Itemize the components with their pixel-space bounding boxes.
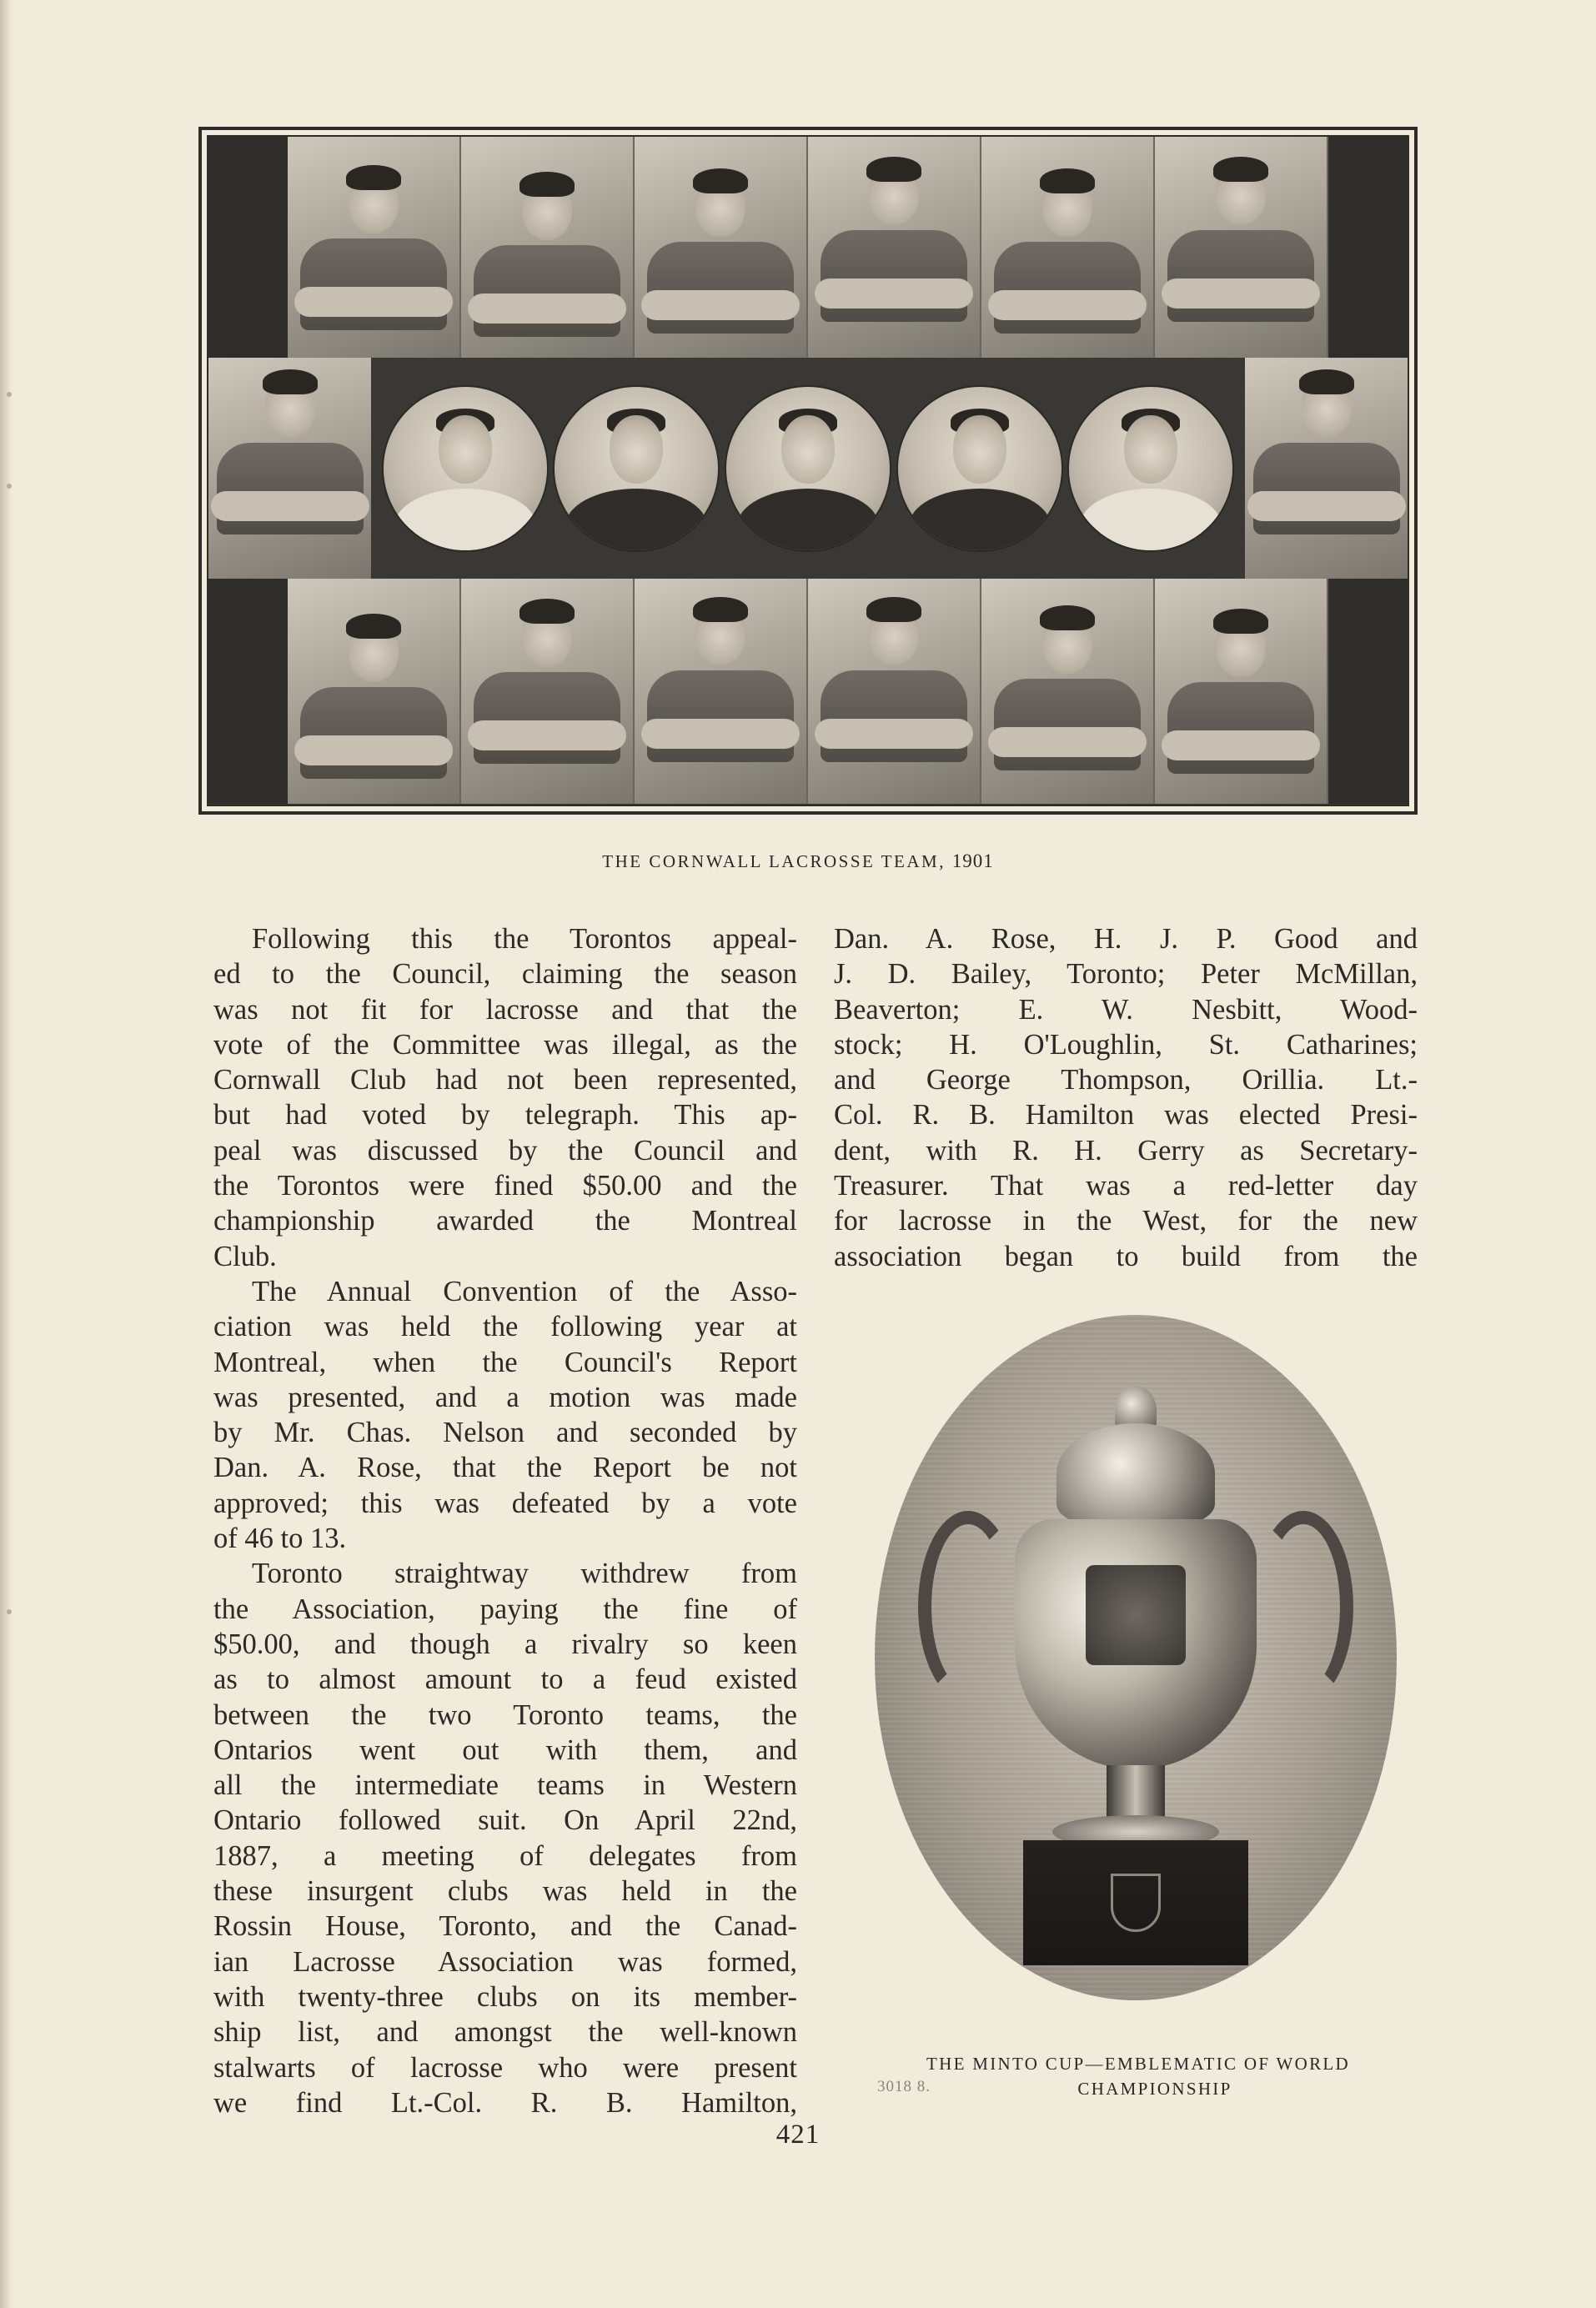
- text-line: Ontarios went out with them, and: [213, 1734, 797, 1766]
- text-line: ship list, and amongst the well-known: [213, 2016, 797, 2049]
- player-portrait: [635, 137, 808, 358]
- minto-cup-photograph: [875, 1315, 1397, 2000]
- player-portrait: [1245, 358, 1408, 579]
- photo-edge: [208, 137, 288, 358]
- text-line: The Annual Convention of the Asso-: [252, 1275, 797, 1307]
- text-line: between the two Toronto teams, the: [213, 1698, 797, 1731]
- paragraph: [213, 1274, 797, 1556]
- text-line: Club.: [213, 1240, 277, 1272]
- text-line: ian Lacrosse Association was formed,: [213, 1945, 797, 1978]
- text-line: but had voted by telegraph. This ap-: [213, 1099, 797, 1131]
- page-gutter-shadow: [0, 0, 12, 2308]
- text-line: by Mr. Chas. Nelson and seconded by: [213, 1417, 797, 1449]
- text-line: dent, with R. H. Gerry as Secretary-: [834, 1134, 1418, 1167]
- team-caption-title: THE CORNWALL LACROSSE TEAM,: [602, 851, 946, 871]
- photo-edge: [1328, 137, 1408, 358]
- page-number: 421: [775, 2120, 821, 2150]
- cup-photo-caption: [851, 2051, 1426, 2101]
- player-portrait: [981, 579, 1155, 804]
- team-photograph-image: [207, 135, 1409, 806]
- text-line: all the intermediate teams in Western: [213, 1769, 797, 1802]
- photo-edge: [208, 579, 288, 804]
- player-portrait: [1155, 137, 1328, 358]
- library-stamp: 3018 8.: [877, 2078, 931, 2095]
- text-line: championship awarded the Montreal: [213, 1205, 797, 1237]
- text-line: ciation was held the following year at: [213, 1311, 797, 1343]
- text-line: we find Lt.-Col. R. B. Hamilton,: [213, 2086, 797, 2119]
- text-line: as to almost amount to a feud existed: [213, 1663, 797, 1696]
- official-portrait: [384, 387, 547, 550]
- text-line: Treasurer. That was a red-letter day: [834, 1170, 1418, 1202]
- text-line: with twenty-three clubs on its member-: [213, 1980, 797, 2013]
- official-portrait: [1069, 387, 1232, 550]
- text-line: Cornwall Club had not been represented,: [213, 1064, 797, 1096]
- text-line: stalwarts of lacrosse who were present: [213, 2051, 797, 2084]
- text-line: stock; H. O'Loughlin, St. Catharines;: [834, 1028, 1418, 1061]
- team-caption-year: 1901: [951, 850, 994, 871]
- player-portrait: [1155, 579, 1328, 804]
- text-line: approved; this was defeated by a vote: [213, 1487, 797, 1519]
- photo-row-top: [208, 137, 1408, 358]
- plinth-shield: [1111, 1874, 1161, 1932]
- text-line: association began to build from the: [834, 1240, 1418, 1272]
- text-line: 1887, a meeting of delegates from: [213, 1839, 797, 1872]
- text-line: Beaverton; E. W. Nesbitt, Wood-: [834, 993, 1418, 1026]
- paragraph: [213, 921, 797, 1274]
- text-line: these insurgent clubs was held in the: [213, 1875, 797, 1908]
- text-line: was presented, and a motion was made: [213, 1381, 797, 1413]
- team-photograph: [198, 127, 1418, 815]
- photo-edge: [1328, 579, 1408, 804]
- text-line: was not fit for lacrosse and that the: [213, 993, 797, 1026]
- player-portrait: [981, 137, 1155, 358]
- text-line: Following this the Torontos appeal-: [252, 923, 797, 955]
- team-photo-caption: [0, 850, 1596, 872]
- player-portrait: [208, 358, 371, 579]
- left-text-column: [213, 921, 797, 2120]
- text-line: and George Thompson, Orillia. Lt.-: [834, 1064, 1418, 1096]
- player-portrait: [635, 579, 808, 804]
- cup-caption-line2: CHAMPIONSHIP: [1077, 2079, 1232, 2099]
- photo-row-middle: [208, 358, 1408, 579]
- text-line: J. D. Bailey, Toronto; Peter McMillan,: [834, 958, 1418, 991]
- player-portrait: [808, 579, 981, 804]
- text-line: the Association, paying the fine of: [213, 1593, 797, 1625]
- text-line: Col. R. B. Hamilton was elected Presi-: [834, 1099, 1418, 1131]
- text-line: Toronto straightway withdrew from: [252, 1558, 797, 1590]
- text-line: for lacrosse in the West, for the new: [834, 1205, 1418, 1237]
- text-line: ed to the Council, claiming the season: [213, 958, 797, 991]
- margin-speck: [7, 484, 12, 489]
- text-line: the Torontos were fined $50.00 and the: [213, 1170, 797, 1202]
- cup-caption-line1: THE MINTO CUP—EMBLEMATIC OF WORLD: [926, 2054, 1350, 2074]
- text-line: vote of the Committee was illegal, as the: [213, 1028, 797, 1061]
- text-line: Dan. A. Rose, that the Report be not: [213, 1452, 797, 1484]
- photo-row-bottom: [208, 579, 1408, 804]
- cup-crest: [1086, 1565, 1186, 1665]
- player-portrait: [461, 579, 635, 804]
- text-line: Ontario followed suit. On April 22nd,: [213, 1804, 797, 1837]
- cup-handle-left: [918, 1511, 1018, 1703]
- official-portrait: [555, 387, 718, 550]
- cup-lid: [1056, 1423, 1215, 1523]
- text-line: Rossin House, Toronto, and the Canad-: [213, 1910, 797, 1943]
- official-portraits-strip: [371, 358, 1245, 579]
- text-line: Dan. A. Rose, H. J. P. Good and: [834, 923, 1418, 955]
- paragraph: [834, 921, 1418, 1274]
- margin-speck: [7, 392, 12, 397]
- text-line: $50.00, and though a rivalry so keen: [213, 1628, 797, 1660]
- official-portrait: [726, 387, 890, 550]
- player-portrait: [288, 137, 461, 358]
- paragraph: [213, 1556, 797, 2120]
- margin-speck: [7, 1609, 12, 1614]
- text-line: peal was discussed by the Council and: [213, 1134, 797, 1167]
- right-text-column: [834, 921, 1418, 1274]
- player-portrait: [461, 137, 635, 358]
- text-line: Montreal, when the Council's Report: [213, 1346, 797, 1378]
- player-portrait: [288, 579, 461, 804]
- player-portrait: [808, 137, 981, 358]
- official-portrait: [898, 387, 1061, 550]
- text-line: of 46 to 13.: [213, 1523, 347, 1555]
- cup-handle-right: [1253, 1511, 1353, 1703]
